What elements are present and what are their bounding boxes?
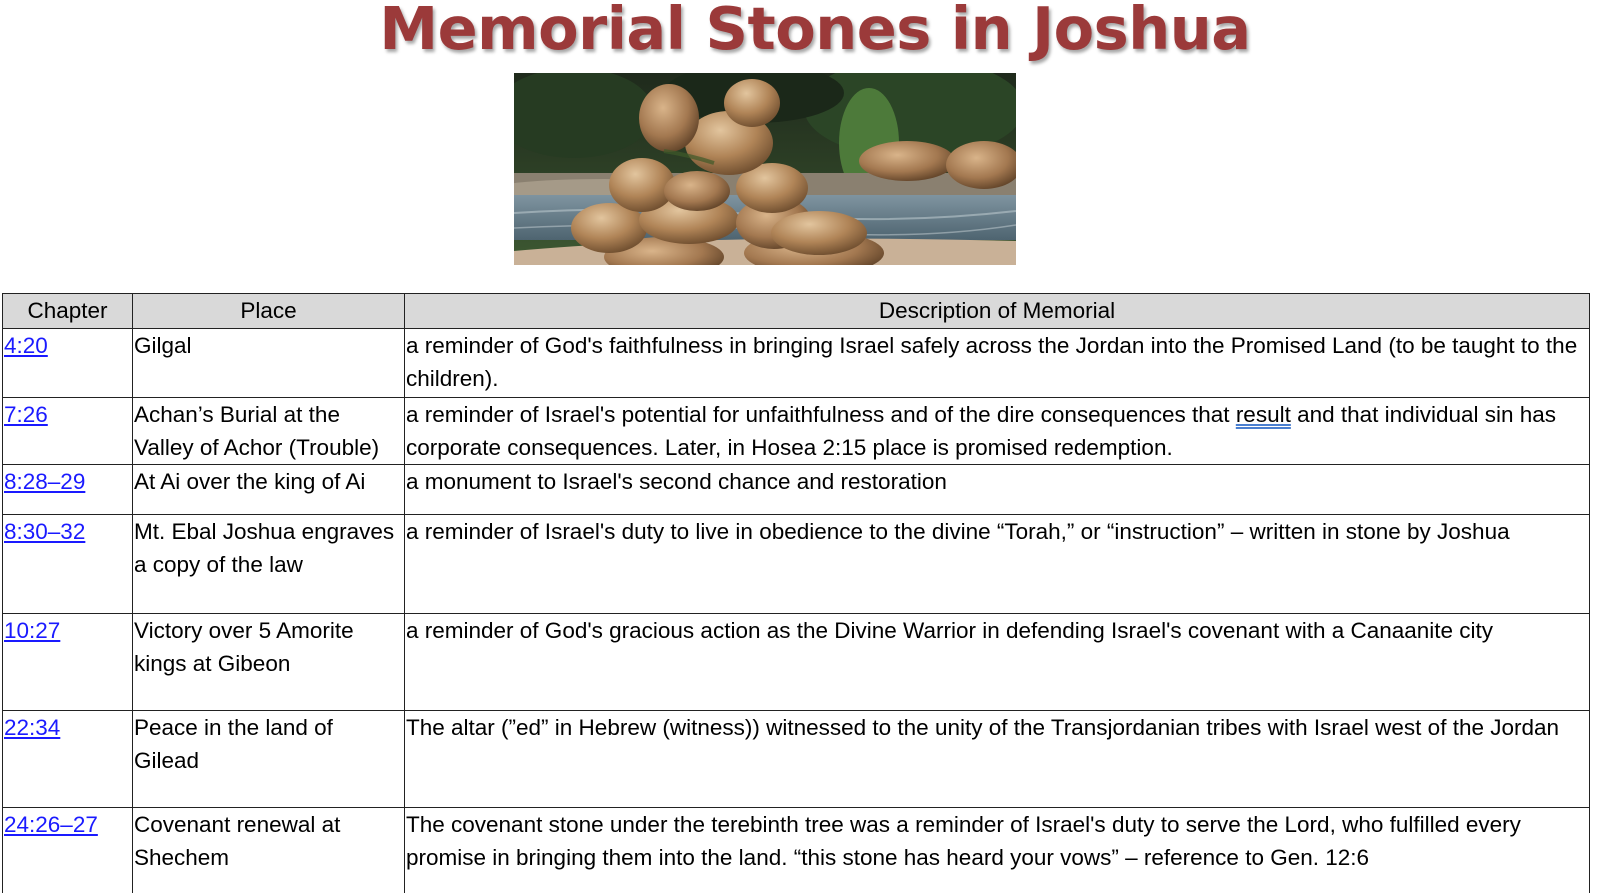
- table-row: [3, 465, 1590, 515]
- description-cell: a reminder of God's gracious action as the Divine Warrior in defending Israel's covenant with a Canaanite city: [405, 614, 1590, 711]
- table-row: [3, 329, 1590, 398]
- place-cell: Victory over 5 Amorite kings at Gibeon: [133, 614, 405, 711]
- table-row: [3, 808, 1590, 893]
- chapter-link[interactable]: 22:34: [4, 715, 61, 740]
- description-cell: The covenant stone under the terebinth tree was a reminder of Israel's duty to serve the Lord, who fulfilled every promise in bringing them into the land. “this stone has heard your vows” – reference to Gen. 12:6: [405, 808, 1590, 893]
- header-description: Description of Memorial: [405, 294, 1590, 329]
- page-title: Memorial Stones in Joshua: [379, 0, 1251, 63]
- table-row: [3, 515, 1590, 614]
- description-cell: a reminder of God's faithfulness in bringing Israel safely across the Jordan into the Promised Land (to be taught to the children).: [405, 329, 1590, 398]
- chapter-link[interactable]: 24:26–27: [4, 812, 98, 837]
- chapter-link[interactable]: 7:26: [4, 402, 48, 427]
- description-text: and that individual sin has corporate consequences. Later, in Hosea 2:15 place is promised redemption.: [406, 402, 1557, 460]
- chapter-link[interactable]: 8:28–29: [4, 469, 86, 494]
- place-cell: Mt. Ebal Joshua engraves a copy of the law: [133, 515, 405, 614]
- table-row: [3, 398, 1590, 465]
- memorial-table: [2, 293, 1590, 893]
- header-chapter: Chapter: [3, 294, 133, 329]
- description-cell: a monument to Israel's second chance and restoration: [405, 465, 1590, 515]
- description-cell: The altar (”ed” in Hebrew (witness)) witnessed to the unity of the Transjordanian tribes with Israel west of the Jordan: [405, 711, 1590, 808]
- description-text: a reminder of Israel's potential for unfaithfulness and of the dire consequences that: [406, 402, 1236, 427]
- header-place: Place: [133, 294, 405, 329]
- description-cell: a reminder of Israel's duty to live in obedience to the divine “Torah,” or “instruction” – written in stone by Joshua: [405, 515, 1590, 614]
- chapter-link[interactable]: 10:27: [4, 618, 61, 643]
- place-cell: At Ai over the king of Ai: [133, 465, 405, 515]
- table-header-row: [3, 294, 1590, 329]
- place-cell: Covenant renewal at Shechem: [133, 808, 405, 893]
- chapter-link[interactable]: 4:20: [4, 333, 48, 358]
- table-row: [3, 614, 1590, 711]
- stone-cairn-photo: [514, 73, 1016, 265]
- table-row: [3, 711, 1590, 808]
- place-cell: Peace in the land of Gilead: [133, 711, 405, 808]
- description-cell: [405, 398, 1590, 465]
- place-cell: Gilgal: [133, 329, 405, 398]
- place-cell: Achan’s Burial at the Valley of Achor (Trouble): [133, 398, 405, 465]
- chapter-link[interactable]: 8:30–32: [4, 519, 86, 544]
- spelling-flagged-word: result: [1235, 402, 1291, 427]
- cairn-illustration: [514, 73, 1016, 265]
